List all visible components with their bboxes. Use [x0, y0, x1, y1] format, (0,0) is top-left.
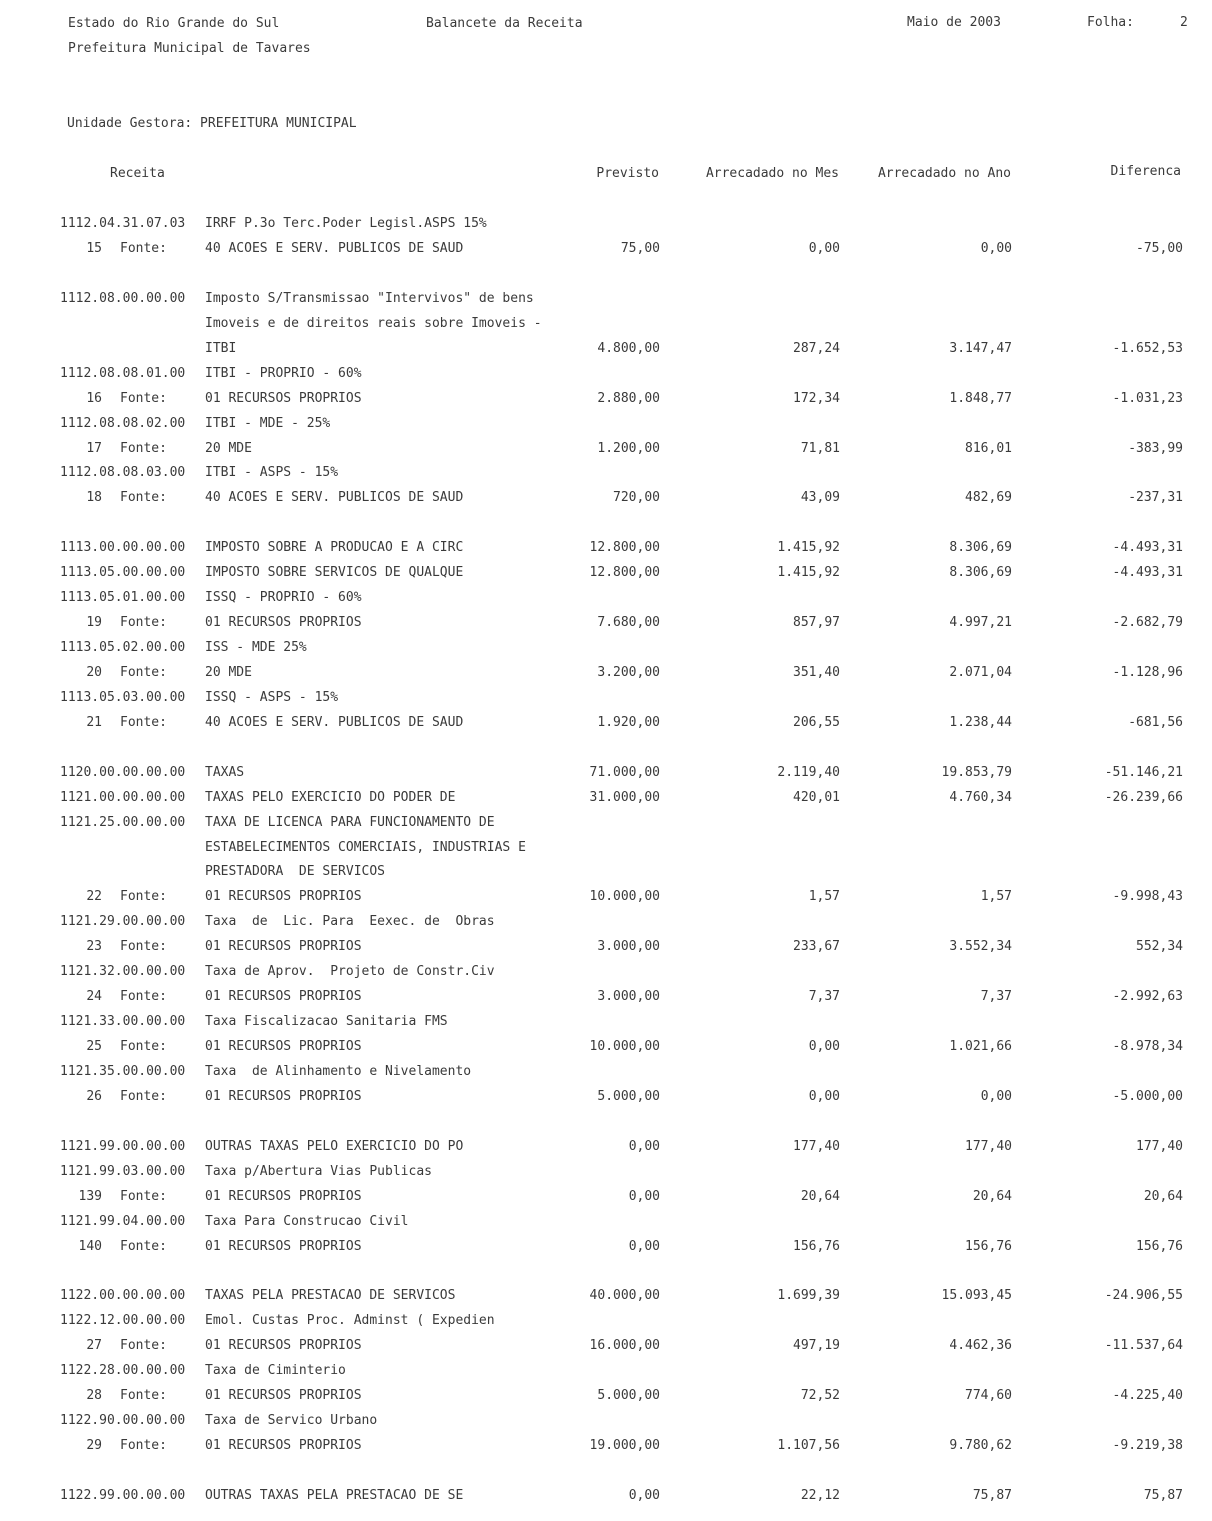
value-arrecadado-mes: 1.699,39 — [777, 1288, 840, 1304]
account-row — [0, 216, 1212, 232]
fonte-row — [0, 615, 1212, 631]
value-diferenca: -51.146,21 — [1104, 764, 1183, 780]
value-diferenca: -2.682,79 — [1112, 615, 1183, 630]
account-row — [0, 565, 1212, 581]
account-row — [0, 1363, 1212, 1379]
account-code: 1113.05.01.00.00 — [60, 590, 186, 606]
account-code: 1122.28.00.00.00 — [60, 1363, 186, 1379]
account-description: Taxa Fiscalizacao Sanitaria FMS — [205, 1014, 448, 1030]
value-diferenca: 20,64 — [1143, 1188, 1183, 1204]
account-code: 1122.00.00.00.00 — [60, 1288, 186, 1304]
fonte-label: Fonte: — [120, 440, 167, 456]
value-previsto: 12.800,00 — [589, 540, 660, 556]
sheet-label: Folha: — [1087, 15, 1134, 30]
fonte-description: 01 RECURSOS PROPRIOS — [205, 1088, 362, 1104]
fonte-number: 20 — [86, 664, 102, 680]
col-header-arrecadado-mes: Arrecadado no Mes — [705, 166, 839, 181]
account-code: 1122.12.00.00.00 — [60, 1313, 186, 1329]
value-diferenca: 177,40 — [1136, 1138, 1183, 1154]
account-code: 1113.05.00.00.00 — [60, 565, 186, 581]
value-arrecadado-mes: 497,19 — [793, 1338, 840, 1354]
account-description: PRESTADORA DE SERVICOS — [205, 864, 386, 880]
value-arrecadado-mes: 1,57 — [808, 889, 840, 905]
value-previsto: 12.800,00 — [589, 565, 660, 581]
account-row — [0, 640, 1212, 656]
account-description: IRRF P.3o Terc.Poder Legisl.ASPS 15% — [205, 216, 487, 231]
fonte-number: 17 — [86, 440, 102, 456]
fonte-label: Fonte: — [120, 1388, 167, 1404]
value-arrecadado-ano: 482,69 — [965, 490, 1012, 506]
value-arrecadado-ano: 8.306,69 — [949, 565, 1012, 581]
value-arrecadado-ano: 0,00 — [980, 240, 1012, 256]
fonte-description: 01 RECURSOS PROPRIOS — [205, 1438, 362, 1454]
fonte-row — [0, 391, 1212, 407]
account-description: ITBI - ASPS - 15% — [205, 465, 339, 481]
value-diferenca: 552,34 — [1136, 939, 1183, 955]
fonte-description: 01 RECURSOS PROPRIOS — [205, 1188, 362, 1204]
value-arrecadado-mes: 1.415,92 — [777, 565, 840, 581]
account-row — [0, 690, 1212, 706]
fonte-row — [0, 889, 1212, 905]
value-previsto: 0,00 — [628, 1238, 660, 1254]
account-code: 1121.35.00.00.00 — [60, 1064, 186, 1079]
value-arrecadado-ano: 177,40 — [965, 1138, 1012, 1154]
value-diferenca: -1.652,53 — [1112, 340, 1183, 356]
fonte-description: 40 ACOES E SERV. PUBLICOS DE SAUD — [205, 240, 464, 256]
value-arrecadado-mes: 2.119,40 — [777, 764, 840, 780]
account-description: Imoveis e de direitos reais sobre Imoveis - — [205, 315, 542, 331]
fonte-number: 15 — [86, 240, 102, 256]
fonte-description: 01 RECURSOS PROPRIOS — [205, 1338, 362, 1354]
account-code: 1121.99.03.00.00 — [60, 1163, 186, 1179]
value-previsto: 2.880,00 — [597, 390, 660, 406]
value-previsto: 31.000,00 — [589, 789, 660, 805]
fonte-description: 01 RECURSOS PROPRIOS — [205, 1039, 362, 1054]
value-previsto: 10.000,00 — [589, 889, 660, 905]
fonte-row — [0, 1089, 1212, 1105]
account-description: TAXAS PELA PRESTACAO DE SERVICOS — [205, 1288, 456, 1304]
value-diferenca: -75,00 — [1136, 240, 1183, 256]
account-row — [0, 815, 1212, 831]
value-arrecadado-mes: 1.107,56 — [777, 1438, 840, 1454]
value-arrecadado-ano: 156,76 — [965, 1238, 1012, 1254]
fonte-label: Fonte: — [120, 240, 167, 256]
value-diferenca: -4.493,31 — [1112, 540, 1183, 556]
value-diferenca: -1.128,96 — [1112, 664, 1183, 680]
value-previsto: 7.680,00 — [597, 615, 660, 630]
col-header-diferenca: Diferenca — [1110, 164, 1181, 179]
value-diferenca: -11.537,64 — [1104, 1338, 1183, 1354]
account-code: 1122.99.00.00.00 — [60, 1487, 186, 1503]
account-code: 1120.00.00.00.00 — [60, 764, 186, 780]
fonte-description: 01 RECURSOS PROPRIOS — [205, 889, 362, 905]
report-period: Maio de 2003 — [907, 15, 1001, 30]
fonte-number: 140 — [78, 1238, 102, 1254]
fonte-number: 25 — [86, 1039, 102, 1054]
sheet-number: 2 — [1180, 15, 1188, 30]
fonte-row — [0, 1239, 1212, 1255]
fonte-label: Fonte: — [120, 664, 167, 680]
account-description: Taxa de Aprov. Projeto de Constr.Civ — [205, 964, 495, 980]
value-previsto: 75,00 — [620, 240, 660, 256]
account-description: OUTRAS TAXAS PELO EXERCICIO DO PO — [205, 1138, 464, 1154]
account-code: 1112.04.31.07.03 — [60, 216, 186, 231]
account-description: ISSQ - PROPRIO - 60% — [205, 590, 362, 606]
account-row — [0, 590, 1212, 606]
fonte-label: Fonte: — [120, 989, 167, 1005]
account-row — [0, 964, 1212, 980]
fonte-number: 28 — [86, 1388, 102, 1404]
fonte-row — [0, 989, 1212, 1005]
spacer-row — [0, 266, 1212, 282]
value-arrecadado-ano: 8.306,69 — [949, 540, 1012, 556]
value-arrecadado-mes: 0,00 — [808, 240, 840, 256]
municipality-name: Prefeitura Municipal de Tavares — [68, 41, 311, 56]
value-previsto: 0,00 — [628, 1188, 660, 1204]
account-description: Taxa de Ciminterio — [205, 1363, 346, 1379]
value-previsto: 0,00 — [628, 1138, 660, 1154]
fonte-number: 16 — [86, 390, 102, 406]
value-arrecadado-mes: 43,09 — [800, 490, 840, 506]
account-row — [0, 1288, 1212, 1304]
fonte-label: Fonte: — [120, 490, 167, 506]
value-diferenca: -9.219,38 — [1112, 1438, 1183, 1454]
value-arrecadado-ano: 20,64 — [972, 1188, 1012, 1204]
value-arrecadado-ano: 816,01 — [965, 440, 1012, 456]
account-row — [0, 341, 1212, 357]
account-row — [0, 316, 1212, 332]
account-description: ISS - MDE 25% — [205, 640, 307, 655]
spacer-row — [0, 740, 1212, 756]
account-description: ISSQ - ASPS - 15% — [205, 689, 339, 705]
state-name: Estado do Rio Grande do Sul — [68, 16, 280, 31]
account-row — [0, 1064, 1212, 1080]
fonte-number: 22 — [86, 889, 102, 905]
fonte-label: Fonte: — [120, 390, 167, 406]
value-arrecadado-ano: 75,87 — [972, 1487, 1012, 1503]
value-previsto: 3.000,00 — [597, 939, 660, 955]
account-row — [0, 540, 1212, 556]
value-arrecadado-mes: 172,34 — [793, 390, 840, 406]
fonte-label: Fonte: — [120, 1039, 167, 1054]
fonte-label: Fonte: — [120, 1338, 167, 1354]
value-arrecadado-ano: 3.552,34 — [949, 939, 1012, 955]
value-previsto: 5.000,00 — [597, 1088, 660, 1104]
account-code: 1121.33.00.00.00 — [60, 1014, 186, 1030]
fonte-row — [0, 1388, 1212, 1404]
value-previsto: 1.200,00 — [597, 440, 660, 456]
value-arrecadado-mes: 7,37 — [808, 989, 840, 1005]
account-code: 1112.08.08.02.00 — [60, 415, 186, 431]
value-diferenca: 156,76 — [1136, 1238, 1183, 1254]
value-arrecadado-ano: 4.997,21 — [949, 615, 1012, 630]
account-row — [0, 1164, 1212, 1180]
value-arrecadado-ano: 19.853,79 — [941, 764, 1012, 780]
value-arrecadado-ano: 2.071,04 — [949, 664, 1012, 680]
fonte-number: 29 — [86, 1438, 102, 1454]
account-row — [0, 1488, 1212, 1504]
account-row — [0, 1214, 1212, 1230]
report-title: Balancete da Receita — [426, 16, 583, 31]
fonte-row — [0, 665, 1212, 681]
spacer-row — [0, 515, 1212, 531]
account-row — [0, 291, 1212, 307]
value-previsto: 16.000,00 — [589, 1338, 660, 1354]
value-arrecadado-mes: 0,00 — [808, 1088, 840, 1104]
value-diferenca: -9.998,43 — [1112, 889, 1183, 905]
value-arrecadado-mes: 0,00 — [808, 1039, 840, 1054]
value-arrecadado-mes: 233,67 — [793, 939, 840, 955]
fonte-row — [0, 241, 1212, 257]
fonte-label: Fonte: — [120, 939, 167, 955]
account-row — [0, 864, 1212, 880]
value-diferenca: -2.992,63 — [1112, 989, 1183, 1005]
account-description: TAXA DE LICENCA PARA FUNCIONAMENTO DE — [205, 814, 495, 830]
value-arrecadado-mes: 156,76 — [793, 1238, 840, 1254]
fonte-label: Fonte: — [120, 1238, 167, 1254]
fonte-row — [0, 715, 1212, 731]
fonte-label: Fonte: — [120, 615, 167, 630]
fonte-label: Fonte: — [120, 889, 167, 905]
fonte-row — [0, 939, 1212, 955]
account-code: 1121.29.00.00.00 — [60, 914, 186, 930]
account-code: 1113.05.02.00.00 — [60, 640, 186, 655]
account-code: 1121.25.00.00.00 — [60, 814, 186, 830]
value-arrecadado-mes: 206,55 — [793, 714, 840, 730]
value-diferenca: -4.493,31 — [1112, 565, 1183, 581]
spacer-row — [0, 1463, 1212, 1479]
value-previsto: 0,00 — [628, 1487, 660, 1503]
value-previsto: 4.800,00 — [597, 340, 660, 356]
account-code: 1121.32.00.00.00 — [60, 964, 186, 980]
account-description: Taxa de Lic. Para Eexec. de Obras — [205, 914, 495, 930]
fonte-label: Fonte: — [120, 1188, 167, 1204]
col-header-receita: Receita — [110, 166, 165, 181]
value-arrecadado-mes: 177,40 — [793, 1138, 840, 1154]
fonte-description: 01 RECURSOS PROPRIOS — [205, 1388, 362, 1404]
account-row — [0, 840, 1212, 856]
account-code: 1121.99.00.00.00 — [60, 1138, 186, 1154]
value-arrecadado-ano: 4.462,36 — [949, 1338, 1012, 1354]
spacer-row — [0, 1114, 1212, 1130]
value-diferenca: -24.906,55 — [1104, 1288, 1183, 1304]
account-description: TAXAS — [205, 764, 245, 780]
account-code: 1112.08.00.00.00 — [60, 290, 186, 306]
account-row — [0, 1139, 1212, 1155]
account-description: ESTABELECIMENTOS COMERCIAIS, INDUSTRIAS E — [205, 839, 526, 855]
value-previsto: 5.000,00 — [597, 1388, 660, 1404]
value-arrecadado-mes: 351,40 — [793, 664, 840, 680]
value-arrecadado-mes: 1.415,92 — [777, 540, 840, 556]
account-row — [0, 765, 1212, 781]
account-code: 1112.08.08.01.00 — [60, 365, 186, 381]
fonte-description: 01 RECURSOS PROPRIOS — [205, 1238, 362, 1254]
fonte-number: 24 — [86, 989, 102, 1005]
account-description: ITBI - PROPRIO - 60% — [205, 365, 362, 381]
account-description: Imposto S/Transmissao "Intervivos" de bens — [205, 290, 534, 306]
account-description: ITBI — [205, 340, 237, 356]
account-description: IMPOSTO SOBRE SERVICOS DE QUALQUE — [205, 565, 464, 581]
account-description: IMPOSTO SOBRE A PRODUCAO E A CIRC — [205, 540, 464, 556]
fonte-row — [0, 441, 1212, 457]
account-row — [0, 1313, 1212, 1329]
fonte-label: Fonte: — [120, 1438, 167, 1454]
account-code: 1112.08.08.03.00 — [60, 465, 186, 481]
value-arrecadado-ano: 9.780,62 — [949, 1438, 1012, 1454]
value-arrecadado-mes: 20,64 — [800, 1188, 840, 1204]
value-previsto: 3.200,00 — [597, 664, 660, 680]
fonte-row — [0, 1039, 1212, 1055]
value-diferenca: -8.978,34 — [1112, 1039, 1183, 1054]
fonte-number: 139 — [78, 1188, 102, 1204]
col-header-arrecadado-ano: Arrecadado no Ano — [877, 166, 1011, 181]
value-previsto: 19.000,00 — [589, 1438, 660, 1454]
fonte-row — [0, 1438, 1212, 1454]
account-description: Taxa de Alinhamento e Nivelamento — [205, 1064, 472, 1079]
value-arrecadado-ano: 15.093,45 — [941, 1288, 1012, 1304]
account-description: OUTRAS TAXAS PELA PRESTACAO DE SE — [205, 1487, 464, 1503]
value-arrecadado-mes: 71,81 — [800, 440, 840, 456]
account-row — [0, 416, 1212, 432]
account-row — [0, 1413, 1212, 1429]
value-previsto: 71.000,00 — [589, 764, 660, 780]
value-arrecadado-mes: 420,01 — [793, 789, 840, 805]
account-row — [0, 914, 1212, 930]
value-arrecadado-ano: 1.021,66 — [949, 1039, 1012, 1054]
fonte-description: 01 RECURSOS PROPRIOS — [205, 615, 362, 630]
fonte-row — [0, 1338, 1212, 1354]
value-diferenca: -237,31 — [1128, 490, 1183, 506]
value-diferenca: -26.239,66 — [1104, 789, 1183, 805]
value-arrecadado-mes: 72,52 — [800, 1388, 840, 1404]
account-description: ITBI - MDE - 25% — [205, 415, 331, 431]
value-arrecadado-ano: 0,00 — [980, 1088, 1012, 1104]
fonte-description: 40 ACOES E SERV. PUBLICOS DE SAUD — [205, 714, 464, 730]
value-diferenca: 75,87 — [1143, 1487, 1183, 1503]
value-arrecadado-ano: 1,57 — [980, 889, 1012, 905]
value-arrecadado-ano: 7,37 — [980, 989, 1012, 1005]
fonte-label: Fonte: — [120, 1088, 167, 1104]
value-previsto: 40.000,00 — [589, 1288, 660, 1304]
value-previsto: 720,00 — [613, 490, 660, 506]
value-diferenca: -4.225,40 — [1112, 1388, 1183, 1404]
value-arrecadado-ano: 774,60 — [965, 1388, 1012, 1404]
fonte-description: 01 RECURSOS PROPRIOS — [205, 989, 362, 1005]
value-arrecadado-ano: 3.147,47 — [949, 340, 1012, 356]
account-row — [0, 790, 1212, 806]
col-header-previsto: Previsto — [596, 166, 659, 181]
account-code: 1122.90.00.00.00 — [60, 1413, 186, 1429]
fonte-description: 01 RECURSOS PROPRIOS — [205, 939, 362, 955]
fonte-description: 20 MDE — [205, 664, 252, 680]
account-description: Emol. Custas Proc. Adminst ( Expedien — [205, 1313, 495, 1329]
account-description: TAXAS PELO EXERCICIO DO PODER DE — [205, 789, 456, 805]
account-code: 1113.00.00.00.00 — [60, 540, 186, 556]
account-code: 1113.05.03.00.00 — [60, 689, 186, 705]
account-description: Taxa de Servico Urbano — [205, 1413, 378, 1429]
fonte-label: Fonte: — [120, 714, 167, 730]
value-arrecadado-ano: 1.848,77 — [949, 390, 1012, 406]
value-diferenca: -5.000,00 — [1112, 1088, 1183, 1104]
value-previsto: 3.000,00 — [597, 989, 660, 1005]
fonte-number: 26 — [86, 1088, 102, 1104]
fonte-description: 20 MDE — [205, 440, 252, 456]
fonte-number: 18 — [86, 490, 102, 506]
value-arrecadado-ano: 1.238,44 — [949, 714, 1012, 730]
value-arrecadado-mes: 287,24 — [793, 340, 840, 356]
spacer-row — [0, 1264, 1212, 1280]
account-description: Taxa p/Abertura Vias Publicas — [205, 1163, 432, 1179]
value-diferenca: -383,99 — [1128, 440, 1183, 456]
managing-unit: Unidade Gestora: PREFEITURA MUNICIPAL — [67, 116, 357, 131]
fonte-row — [0, 1189, 1212, 1205]
value-previsto: 1.920,00 — [597, 714, 660, 730]
account-row — [0, 366, 1212, 382]
value-arrecadado-ano: 4.760,34 — [949, 789, 1012, 805]
fonte-number: 27 — [86, 1338, 102, 1354]
value-arrecadado-mes: 22,12 — [800, 1487, 840, 1503]
value-diferenca: -681,56 — [1128, 714, 1183, 730]
fonte-row — [0, 490, 1212, 506]
fonte-number: 21 — [86, 714, 102, 730]
value-diferenca: -1.031,23 — [1112, 390, 1183, 406]
account-description: Taxa Para Construcao Civil — [205, 1213, 409, 1229]
fonte-number: 23 — [86, 939, 102, 955]
account-code: 1121.99.04.00.00 — [60, 1213, 186, 1229]
account-code: 1121.00.00.00.00 — [60, 789, 186, 805]
account-row — [0, 1014, 1212, 1030]
fonte-description: 40 ACOES E SERV. PUBLICOS DE SAUD — [205, 490, 464, 506]
fonte-number: 19 — [86, 615, 102, 630]
account-row — [0, 465, 1212, 481]
value-previsto: 10.000,00 — [589, 1039, 660, 1054]
fonte-description: 01 RECURSOS PROPRIOS — [205, 390, 362, 406]
value-arrecadado-mes: 857,97 — [793, 615, 840, 630]
